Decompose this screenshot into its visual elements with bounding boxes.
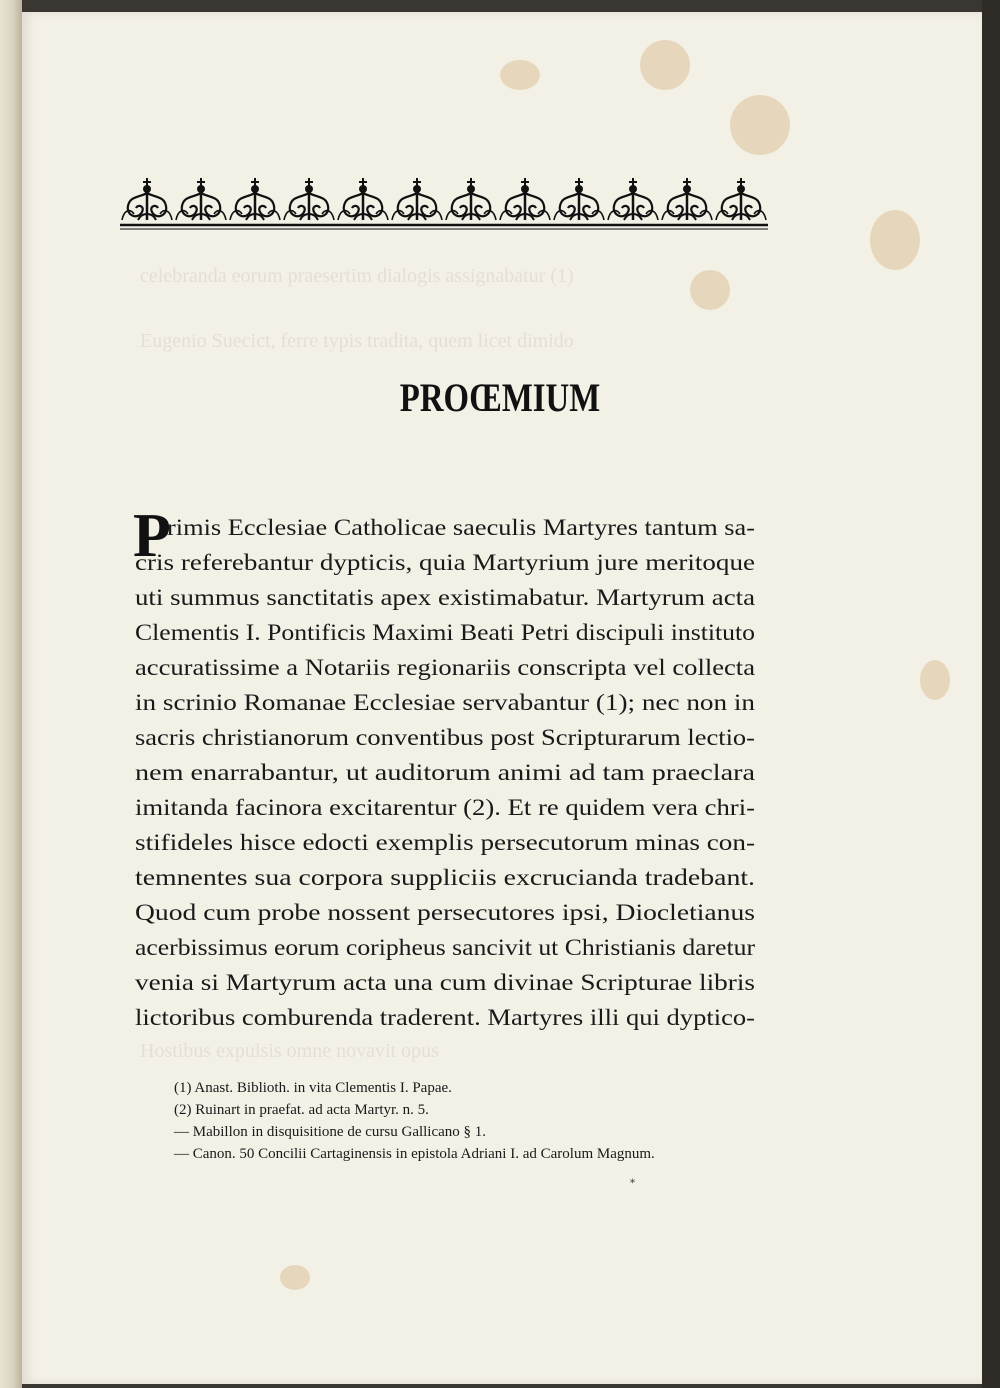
body-line: Clementis I. Pontificis Maximi Beati Petri discipuli instituto	[135, 620, 755, 645]
body-line: imitanda facinora excitarentur (2). Et re quidem vera chri-	[135, 795, 755, 820]
foxing-stain	[500, 60, 540, 90]
bleed-through-texture: Hostibus expulsis omne novavit opus	[140, 1040, 439, 1062]
drop-cap: P	[133, 502, 171, 570]
body-line: cris referebantur dypticis, quia Martyrium jure meritoque	[135, 550, 755, 575]
body-line: uti summus sanctitatis apex existimabatur. Martyrum acta	[135, 585, 755, 610]
body-text	[135, 510, 755, 1035]
foxing-stain	[920, 660, 950, 700]
footnote: (2) Ruinart in praefat. ad acta Martyr. n. 5.	[174, 1102, 429, 1118]
footnote: — Canon. 50 Concilii Cartaginensis in epistola Adriani I. ad Carolum Magnum.	[174, 1146, 655, 1162]
body-line: sacris christianorum conventibus post Scripturarum lectio-	[135, 725, 755, 750]
foxing-stain	[870, 210, 920, 270]
foxing-stain	[280, 1265, 310, 1290]
body-line: rimis Ecclesiae Catholicae saeculis Martyres tantum sa-	[167, 515, 755, 540]
bleed-through-texture: celebranda eorum praesertim dialogis assignabatur (1)	[140, 265, 574, 287]
foxing-stain	[690, 270, 730, 310]
body-line: nem enarrabantur, ut auditorum animi ad tam praeclara	[135, 760, 755, 785]
foxing-stain	[640, 40, 690, 90]
body-line: temnentes sua corpora suppliciis excrucianda tradebant.	[135, 865, 755, 890]
footer-mark: *	[630, 1178, 635, 1189]
body-line: acerbissimus eorum coripheus sancivit ut Christianis daretur	[135, 935, 755, 960]
body-line: in scrinio Romanae Ecclesiae servabantur (1); nec non in	[135, 690, 755, 715]
body-line: venia si Martyrum acta una cum divinae Scripturae libris	[135, 970, 755, 995]
footnote: (1) Anast. Biblioth. in vita Clementis I. Papae.	[174, 1080, 452, 1096]
body-line: Quod cum probe nossent persecutores ipsi, Diocletianus	[135, 900, 755, 925]
footnotes	[174, 1077, 774, 1165]
ornamental-headpiece	[120, 172, 768, 232]
body-line: lictoribus comburenda traderent. Martyres illi qui dyptico-	[135, 1005, 755, 1030]
foxing-stain	[730, 95, 790, 155]
page-title: PROŒMIUM	[399, 375, 601, 420]
body-line: stifideles hisce edocti exemplis persecutorum minas con-	[135, 830, 755, 855]
bleed-through-texture: Eugenio Suecict, ferre typis tradita, quem licet dimido	[140, 330, 574, 352]
footnote: — Mabillon in disquisitione de cursu Gallicano § 1.	[174, 1124, 487, 1140]
book-gutter	[0, 0, 22, 1388]
body-line: accuratissime a Notariis regionariis conscripta vel collecta	[135, 655, 755, 680]
page-edge	[982, 0, 1000, 1388]
